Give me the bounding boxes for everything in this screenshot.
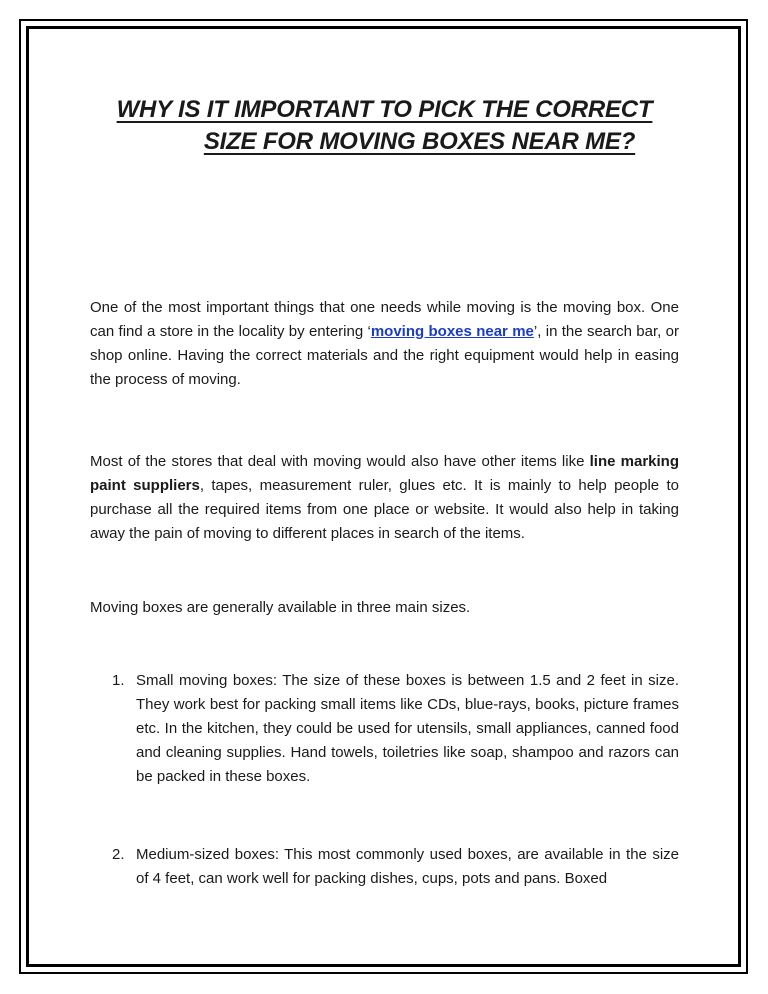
paragraph-2 bbox=[90, 450, 679, 546]
document-title bbox=[90, 94, 679, 158]
list-text: Medium-sized boxes: This most commonly used boxes, are available in the size of 4 feet, can work well for packing dishes, cups, pots and pans. Boxed bbox=[136, 846, 679, 887]
paragraph-1-start: One of the most important things that one needs while moving is the moving box. One can find a store in the locality by entering ‘ bbox=[90, 299, 679, 340]
paragraph-1 bbox=[90, 296, 679, 392]
list-text: Small moving boxes: The size of these boxes is between 1.5 and 2 feet in size. They work best for packing small items like CDs, blue-rays, books, picture frames etc. In the kitchen, they could be used for utensils, small appliances, canned food and cleaning supplies. Hand towels, toiletries like soap, shampoo and razors can be packed in these boxes. bbox=[136, 672, 679, 785]
list-number: 2. bbox=[112, 846, 125, 863]
title-line-2: SIZE FOR MOVING BOXES NEAR ME? bbox=[203, 128, 636, 155]
paint-suppliers-text: line marking paint suppliers bbox=[90, 453, 679, 494]
list-item bbox=[90, 669, 679, 789]
paragraph-2-end: , tapes, measurement ruler, glues etc. It is mainly to help people to purchase all the required items from one place or website. It would also help in taking away the pain of moving to different places in search of the items. bbox=[90, 477, 679, 542]
list-number: 1. bbox=[112, 672, 125, 689]
paragraph-3: Moving boxes are generally available in three main sizes. bbox=[90, 599, 471, 616]
title-line-1: WHY IS IT IMPORTANT TO PICK THE CORRECT bbox=[116, 96, 653, 123]
paragraph-2-start: Most of the stores that deal with moving would also have other items like bbox=[90, 453, 590, 470]
paragraph-1-end: ’, in the search bar, or shop online. Having the correct materials and the right equipment would help in easing the process of moving. bbox=[90, 323, 679, 388]
moving-boxes-link[interactable]: moving boxes near me bbox=[370, 323, 534, 340]
list-item bbox=[90, 843, 679, 891]
